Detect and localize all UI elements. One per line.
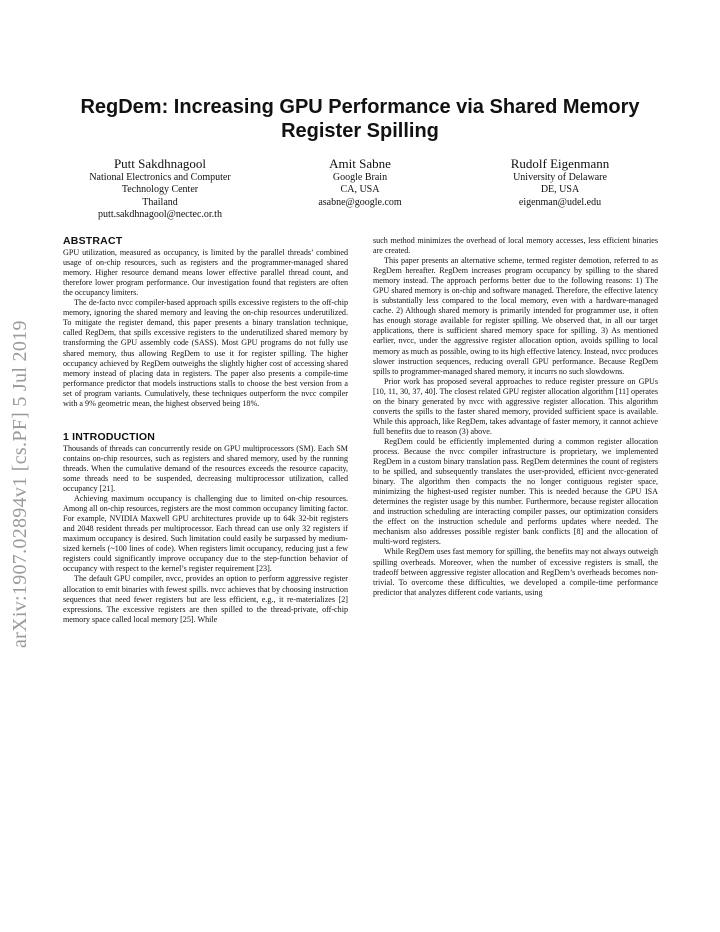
abstract-paragraph: The de-facto nvcc compiler-based approach spills excessive registers to the off-chip memory, ignoring the shared memory and leaving the on-chip resources underutilized. To mitigate the register demand, this paper presents a binary translation technique, called RegDem, that spills excessive registers to the underutilized shared memory by transforming the GPU assembly code (SASS). Most GPU programs do not fully use shared memory, thus allowing RegDem to use it for register spilling. The higher occupancy achieved by RegDem outweighs the slightly higher cost of accessing shared memory instead of placing data in registers. The paper also presents a compile-time performance predictor that models instructions stalls to choose the best version from a set of program variants. Cumulatively, these techniques outperform the nvcc compiler with a 9% geometric mean, the highest observed being 18%. (63, 298, 348, 408)
author-affiliation: National Electronics and Computer (89, 172, 231, 183)
body-paragraph: This paper presents an alternative scheme, termed register demotion, referred to as RegDem hereafter. RegDem increases program occupancy by spilling to the shared memory instead. The approach performs better due to the following reasons: 1) The GPU shared memory is on-chip and software managed. Therefore, the effective latency is substantially less compared to the local memory, even with a hardware-managed cache. 2) Although shared memory is primarily intended for programmer use, it often has enough storage available for register spilling. We observed that, in all our target applications, there is sufficient shared memory space for spilling. 3) As mentioned earlier, nvcc, under the aggressive register allocation option, avoids spilling to local memory as much as possible, owing to its high effective latency. Instead, nvcc produces slower instruction sequences, reducing overall GPU performance. Because RegDem spills to programmer-managed shared memory, it incurrs no such slowdowns. (373, 256, 658, 376)
body-paragraph: such method minimizes the overhead of local memory accesses, less efficient binaries are created. (373, 236, 658, 256)
author-country: CA, USA (340, 184, 380, 196)
author-2 (260, 156, 460, 209)
author-3 (460, 156, 660, 209)
body-paragraph: While RegDem uses fast memory for spilling, the benefits may not always outweigh spilling overheads. Moreover, when the number of excessive registers is small, the tradeoff between aggressive register allocation and RegDem’s overheads becomes non-trivial. To overcome these difficulties, we developed a compile-time performance predictor that analyzes different code variants, using (373, 547, 658, 597)
body-paragraph: RegDem could be efficiently implemented during a common register allocation process. Because the nvcc compiler infrastructure is proprietary, we implemented RegDem in a custom binary translation pass. RegDem determines the count of registers to be spilled, and subsequently translates the user-provided, efficient nvcc-generated binary. The algorithm then compacts the no longer contiguous register space, minimizing the highest-used register number. This is needed because the GPU ISA determines the register usage by this number. Furthermore, because register allocation and instruction scheduling are interacting compiler passes, our optimization considers the effect on the instruction schedule and performs updates where needed. The mechanism also addresses possible register bank conflicts [8] and the allocation of multi-word registers. (373, 436, 658, 547)
arxiv-sidebar-stamp: arXiv:1907.02894v1 [cs.PF] 5 Jul 2019 (9, 320, 31, 648)
title-line-1: RegDem: Increasing GPU Performance via Shared Memory (80, 96, 640, 118)
author-name: Putt Sakdhnagool (113, 156, 207, 171)
right-column (373, 236, 658, 598)
author-affiliation: University of Delaware (513, 172, 607, 183)
author-name: Amit Sabne (329, 156, 391, 171)
author-1 (60, 156, 260, 221)
paper-title (60, 95, 660, 143)
left-column (63, 236, 348, 625)
author-country: Thailand (142, 196, 178, 208)
section-heading-introduction: 1 INTRODUCTION (63, 430, 156, 443)
body-paragraph: Achieving maximum occupancy is challenging due to limited on-chip resources. Among all on-chip resources, registers are the most common occupancy limiting factor. For example, NVIDIA Maxwell GPU architectures provide up to 64k 32-bit registers and 2048 resident threads per multiprocessor. Each thread can use only 32 registers if maximum occupancy is desired. Such limitation could easily be surpassed by medium-sized kernels (~100 lines of code). When registers limit occupancy, reducing just a few registers could significantly improve occupancy due to the step-function behavior of occupancy with respect to the kernel’s register requirement [23]. (63, 494, 348, 574)
author-email: eigenman@udel.edu (518, 196, 602, 208)
author-affiliation: Technology Center (121, 184, 199, 196)
author-email: asabne@google.com (318, 196, 402, 208)
author-name: Rudolf Eigenmann (510, 156, 610, 171)
body-paragraph: Prior work has proposed several approaches to reduce register pressure on GPUs [10, 11, 30, 37, 40]. The closest related GPU register allocation algorithm [11] operates on the binary generated by nvcc with aggressive register allocation. This algorithm converts the spills to the faster shared memory, provided sufficient space is available. While this approach, like RegDem, takes advantage of faster memory, it cannot achieve full benefits due to reason (3) above. (373, 376, 658, 436)
body-paragraph: The default GPU compiler, nvcc, provides an option to perform aggressive register allocation to emit binaries with fewest spills. nvcc achieves that by choosing instruction sequences that need fewer registers but are less efficient, e.g., it re-materializes [2] expressions. The excessive registers are then spilled to the thread-private, off-chip memory space called local memory [25]. While (63, 574, 348, 624)
title-line-2: Register Spilling (281, 120, 439, 142)
body-paragraph: Thousands of threads can concurrently reside on GPU multiprocessors (SM). Each SM contains on-chip resources, such as registers and shared memory, used by the running threads. When the cumulative demand of the resources exceeds the resource capacity, some threads need to be suspended, decreasing multiprocessor utilization, called occupancy [21]. (63, 443, 348, 494)
author-email: putt.sakdhnagool@nectec.or.th (98, 208, 222, 220)
author-affiliation: Google Brain (332, 172, 388, 183)
author-country: DE, USA (540, 184, 580, 196)
abstract-heading: ABSTRACT (63, 235, 123, 247)
abstract-paragraph: GPU utilization, measured as occupancy, is limited by the parallel threads’ combined usage of on-chip resources, such as registers and the programmer-managed shared memory. Higher resource demand means lower effective parallel thread count, and therefore lower program performance. Our investigation found that registers are often the occupancy limiters. (63, 248, 348, 298)
